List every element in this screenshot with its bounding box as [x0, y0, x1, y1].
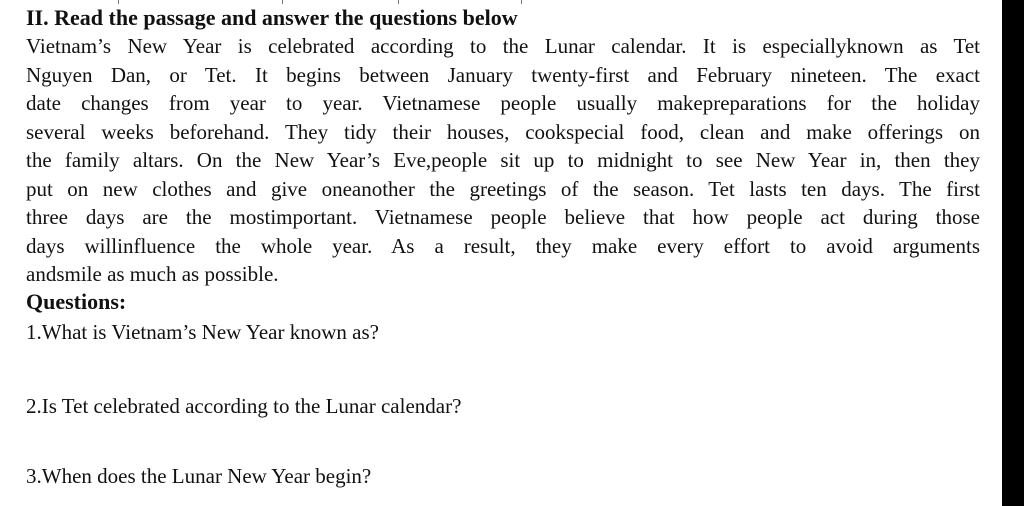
section-heading: II. Read the passage and answer the questions below [26, 5, 518, 30]
passage-line: three days are the mostimportant. Vietnamese people believe that how people act during those [26, 205, 980, 229]
edge-mark [521, 0, 522, 4]
questions-title: Questions: [26, 289, 127, 314]
right-border-bar [1002, 0, 1024, 506]
passage-line: Vietnam’s New Year is celebrated according to the Lunar calendar. It is especiallyknown as Tet [26, 34, 980, 58]
passage-line: days willinfluence the whole year. As a result, they make every effort to avoid arguments [26, 233, 980, 258]
passage-line: andsmile as much as possible. [26, 262, 279, 286]
question-1: 1.What is Vietnam’s New Year known as? [26, 320, 379, 344]
passage-line: several weeks beforehand. They tidy their houses, cookspecial food, clean and make offerings on [26, 119, 980, 144]
reading-passage [26, 32, 980, 289]
passage-line: the family altars. On the New Year’s Eve,people sit up to midnight to see New Year in, then they [26, 148, 980, 172]
passage-line: date changes from year to year. Vietnamese people usually makepreparations for the holiday [26, 91, 980, 115]
question-3: 3.When does the Lunar New Year begin? [26, 464, 372, 488]
passage-line: Nguyen Dan, or Tet. It begins between January twenty-first and February nineteen. The exact [26, 62, 980, 87]
passage-line: put on new clothes and give oneanother the greetings of the season. Tet lasts ten days. The first [26, 176, 980, 201]
question-2: 2.Is Tet celebrated according to the Lunar calendar? [26, 394, 462, 418]
